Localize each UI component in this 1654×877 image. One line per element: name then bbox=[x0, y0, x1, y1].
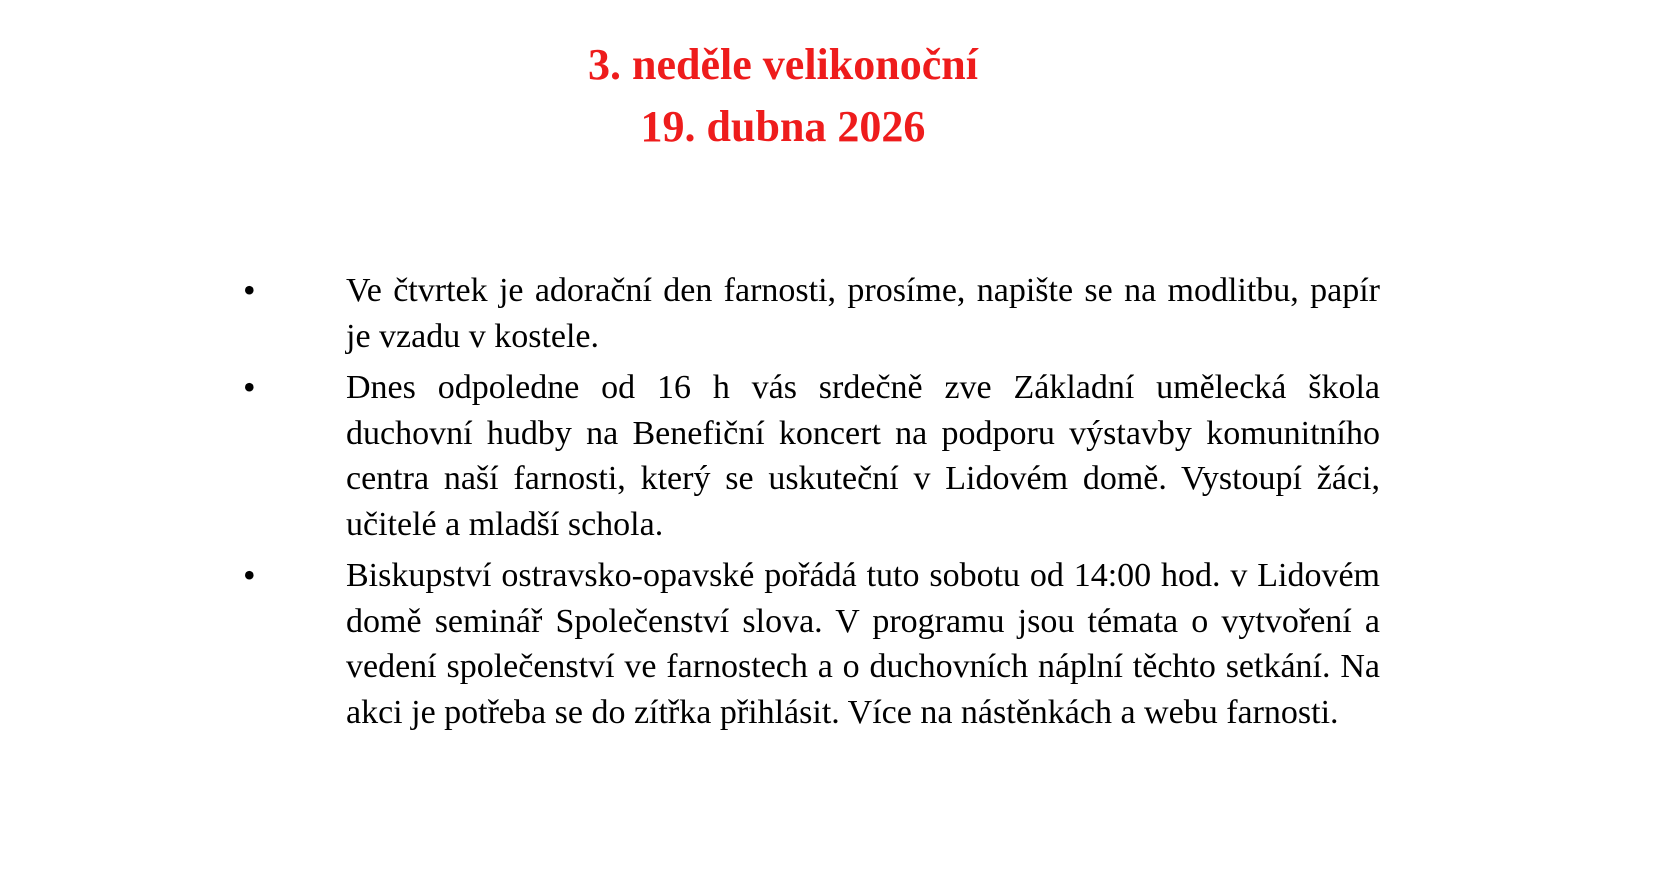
bullet-icon: • bbox=[243, 270, 256, 310]
announcement-text: Biskupství ostravsko-opavské pořádá tuto sobotu od 14:00 hod. v Lidovém domě seminář Společenství slova. V programu jsou témata o vytvoření a vedení společenství ve farnostech a o duchovních náplní těchto setkání. Na akci je potřeba se do zítřka přihlásit. Více na nástěnkách a webu farnosti. bbox=[346, 557, 1380, 731]
bullet-icon: • bbox=[243, 367, 256, 407]
announcement-list bbox=[0, 268, 1654, 741]
list-item bbox=[0, 553, 1654, 735]
list-item bbox=[0, 365, 1654, 547]
page-date: 19. dubna 2026 bbox=[640, 102, 926, 151]
bullet-icon: • bbox=[243, 555, 256, 595]
announcement-text: Ve čtvrtek je adorační den farnosti, prosíme, napište se na modlitbu, papír je vzadu v kostele. bbox=[346, 272, 1380, 355]
page-title: 3. neděle velikonoční bbox=[588, 40, 978, 89]
page-header bbox=[0, 34, 1566, 158]
announcement-text: Dnes odpoledne od 16 h vás srdečně zve Základní umělecká škola duchovní hudby na Benefiční koncert na podporu výstavby komunitního centra naší farnosti, který se uskuteční v Lidovém domě. Vystoupí žáci, učitelé a mladší schola. bbox=[346, 369, 1380, 543]
list-item bbox=[0, 268, 1654, 359]
